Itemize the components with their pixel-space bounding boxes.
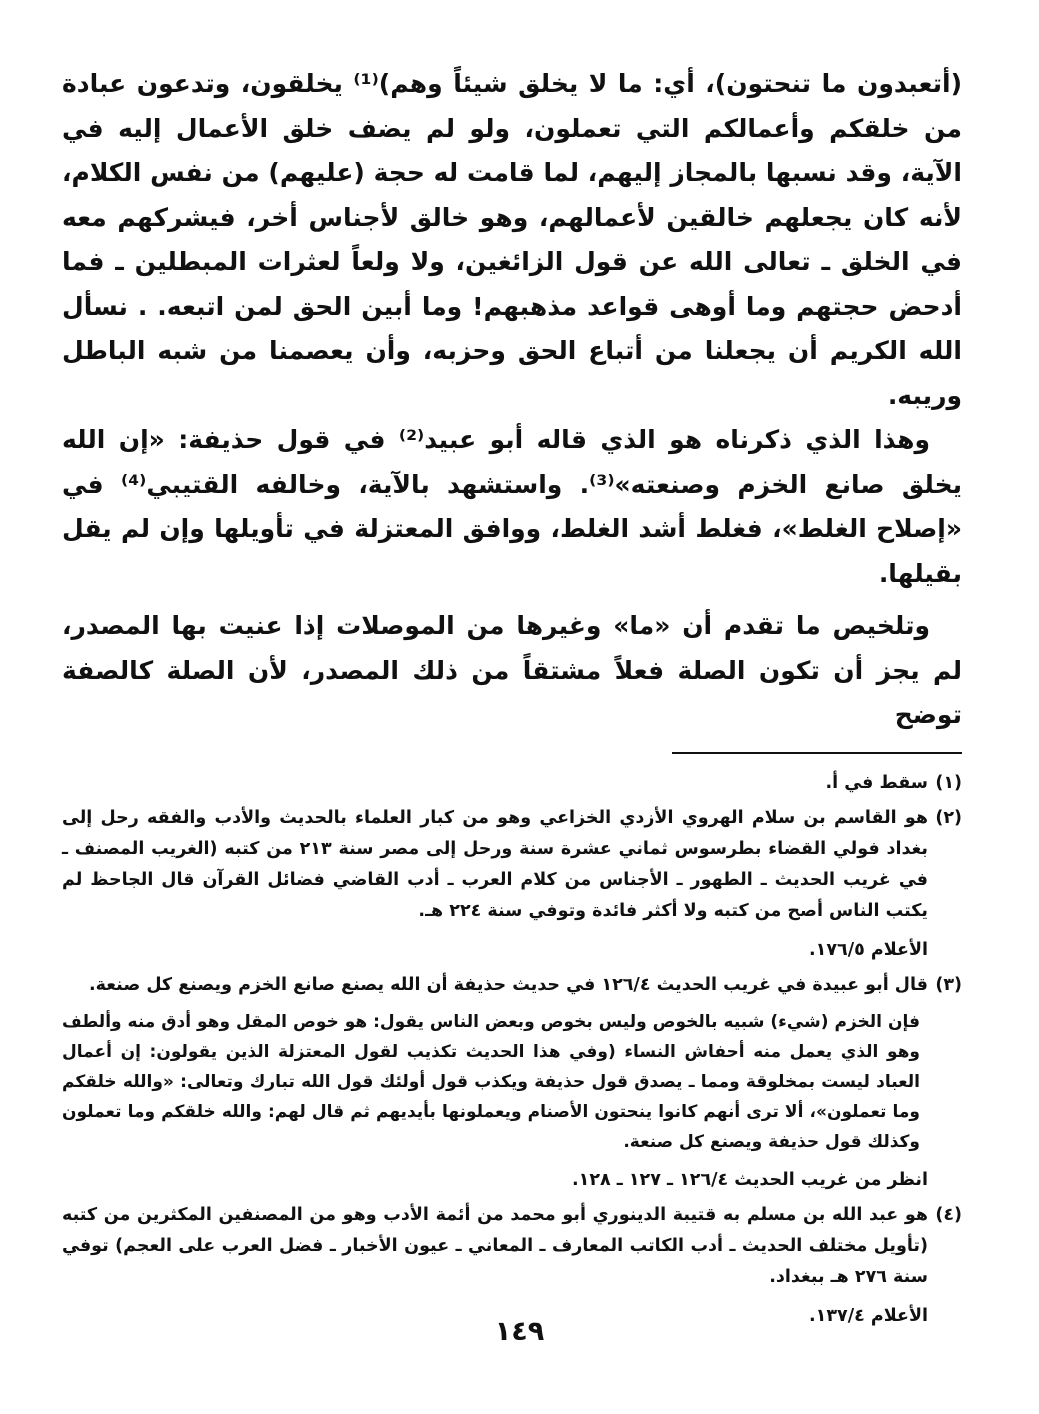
footnote-quote: فإن الخزم (شيء) شبيه بالخوص وليس بخوص وبعض الناس يقول: هو خوص المقل وهو أدق منه وألطف وهو الذي يعمل منه أحفاش النساء (وفي هذا الحديث تكذيب لقول المعتزلة الذين يقولون: إن أعمال العباد ليست بمخلوقة ومما ـ يصدق قول حذيفة ويكذب قول أولئك قول الله تبارك وتعالى: «والله خلقكم وما تعملون»، ألا ترى أنهم كانوا ينحتون الأصنام ويعملونها بأيديهم ثم قال لهم: والله خلقكم وما تعملون وكذلك قول حذيفة ويصنع كل صنعة. <box>62 1011 920 1152</box>
footnote-line: هو القاسم بن سلام الهروي الأزدي الخزاعي وهو من كبار العلماء بالحديث والأدب والفقه رحل إلى بغداد فولي القضاء بطرسوس ثماني عشرة سنة ورحل إلى مصر سنة ٢١٣ من كتبه (الغريب المصنف ـ في غريب الحديث ـ الطهور ـ الأجناس من كلام العرب ـ أدب القاضي فضائل القرآن قال الجاحظ لم يكتب الناس أصح من كتبه ولا أكثر فائدة وتوفي سنة ٢٢٤ هـ. <box>62 807 928 921</box>
footnote-line: قال أبو عبيدة في غريب الحديث ١٢٦/٤ في حديث حذيفة أن الله يصنع صانع الخزم ويصنع كل صنعة. <box>89 974 928 995</box>
footnote-separator <box>672 752 962 754</box>
footnote-number: (٤) <box>935 1204 962 1225</box>
book-page <box>62 62 962 1332</box>
footnote-text <box>62 768 928 799</box>
paragraph-3: وتلخيص ما تقدم أن «ما» وغيرها من الموصلات إذا عنيت بها المصدر، لم يجز أن تكون الصلة فعلاً مشتقاً من ذلك المصدر، لأن الصلة كالصفة توضح <box>62 611 962 729</box>
footnote-4 <box>62 1200 962 1332</box>
footnote-text <box>62 803 928 966</box>
footnote-text <box>62 970 928 1196</box>
page-number: ١٤٩ <box>494 1316 545 1347</box>
footnote-line: سقط في أ. <box>825 772 928 793</box>
footnote-reference: الأعلام ١٣٧/٤. <box>809 1305 928 1326</box>
footnote-3 <box>62 970 962 1196</box>
main-text <box>62 62 962 738</box>
footnote-1 <box>62 768 962 799</box>
paragraph-2: وهذا الذي ذكرناه هو الذي قاله أبو عبيد⁽²⁾ في قول حذيفة: «إن الله يخلق صانع الخزم وصنعته»⁽³⁾. واستشهد بالآية، وخالفه القتيبي⁽⁴⁾ في «إصلاح الغلط»، فغلط أشد الغلط، ووافق المعتزلة في تأويلها وإن لم يقل بقيلها. <box>62 425 962 588</box>
footnote-reference: انظر من غريب الحديث ١٢٦/٤ ـ ١٢٧ ـ ١٢٨. <box>572 1169 928 1190</box>
footnotes <box>62 768 962 1332</box>
footnote-text <box>62 1200 928 1332</box>
paragraph-1: (أتعبدون ما تنحتون)، أي: ما لا يخلق شيئاً وهم)⁽¹⁾ يخلقون، وتدعون عبادة من خلقكم وأعمالكم التي تعملون، ولو لم يضف خلق الأعمال إليه في الآية، وقد نسبها بالمجاز إليهم، لما قامت له حجة (عليهم) من نفس الكلام، لأنه كان يجعلهم خالقين لأعمالهم، وهو خالق لأجناس أخر، فيشركهم معه في الخلق ـ تعالى الله عن قول الزائغين، ولا ولعاً لعثرات المبطلين ـ فما أدحض حجتهم وما أوهى قواعد مذهبهم! وما أبين الحق لمن اتبعه. . نسأل الله الكريم أن يجعلنا من أتباع الحق وحزبه، وأن يعصمنا من شبه الباطل وريبه. <box>62 69 962 410</box>
footnote-number: (١) <box>935 772 962 793</box>
footnote-separator-wrap <box>62 752 962 754</box>
footnote-number: (٣) <box>935 974 962 995</box>
footnote-2 <box>62 803 962 966</box>
footnote-number: (٢) <box>935 807 962 828</box>
footnote-reference: الأعلام ١٧٦/٥. <box>809 939 928 960</box>
footnote-line: هو عبد الله بن مسلم به قتيبة الدينوري أبو محمد من أئمة الأدب وهو من المصنفين المكثرين من كتبه (تأويل مختلف الحديث ـ أدب الكاتب المعارف ـ المعاني ـ عيون الأخبار ـ فضل العرب على العجم) توفي سنة ٢٧٦ هـ ببغداد. <box>62 1204 928 1287</box>
